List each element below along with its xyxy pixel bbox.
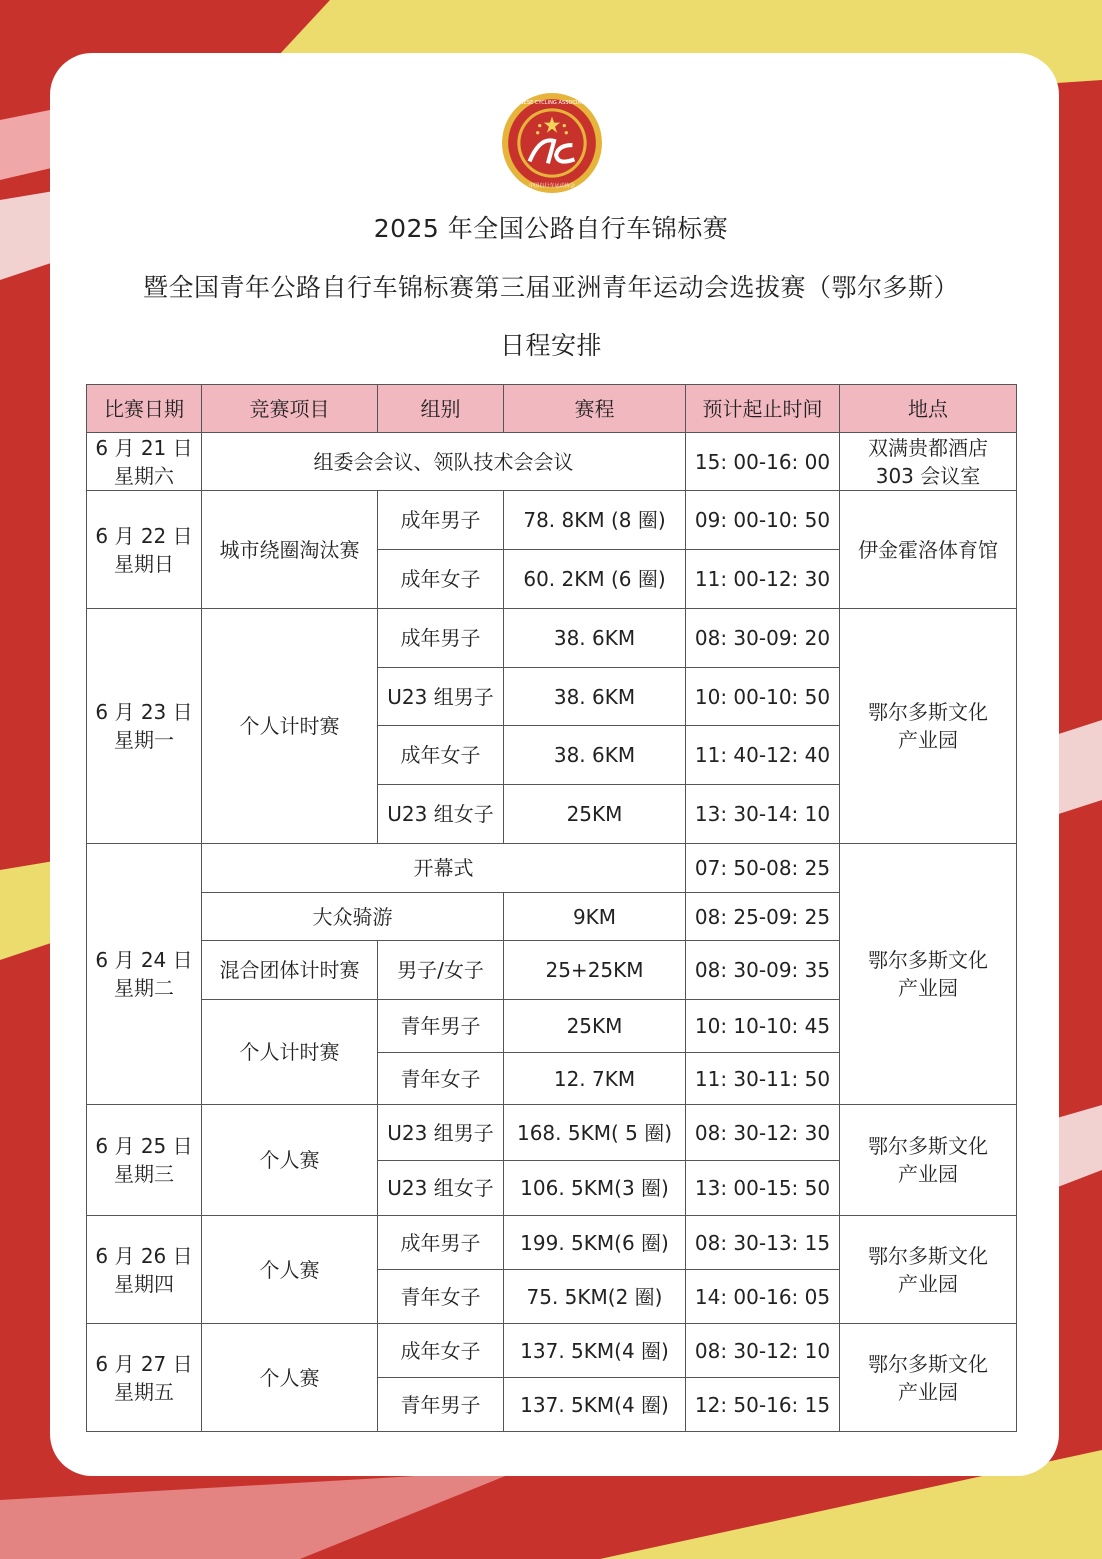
header-event: 竞赛项目 <box>202 385 378 433</box>
venue-line-2: 产业园 <box>898 1379 958 1404</box>
venue-cell: 伊金霍洛体育馆 <box>840 491 1017 609</box>
date-text: 6 月 24 日 <box>95 948 193 972</box>
table-row <box>87 609 1017 668</box>
course-cell: 168. 5KM( 5 圈) <box>504 1105 686 1161</box>
time-cell: 08: 30-09: 20 <box>686 609 840 668</box>
time-cell: 08: 30-12: 30 <box>686 1105 840 1161</box>
time-cell: 13: 30-14: 10 <box>686 785 840 844</box>
date-text: 6 月 25 日 <box>95 1134 193 1158</box>
date-cell <box>87 1216 202 1324</box>
course-cell: 25+25KM <box>504 941 686 1000</box>
venue-cell <box>840 844 1017 1105</box>
course-cell: 38. 6KM <box>504 726 686 785</box>
event-cell: 城市绕圈淘汰赛 <box>202 491 378 609</box>
table-row <box>87 1324 1017 1378</box>
time-cell: 11: 40-12: 40 <box>686 726 840 785</box>
event-cell: 组委会会议、领队技术会会议 <box>202 433 686 491</box>
time-cell: 11: 30-11: 50 <box>686 1053 840 1105</box>
venue-cell <box>840 609 1017 844</box>
header-date: 比赛日期 <box>87 385 202 433</box>
cycling-association-logo <box>501 92 603 194</box>
header-course: 赛程 <box>504 385 686 433</box>
table-row <box>87 1216 1017 1270</box>
date-cell <box>87 1324 202 1432</box>
event-cell: 大众骑游 <box>202 893 504 941</box>
title-line-1: 2025 年全国公路自行车锦标赛 <box>373 214 729 243</box>
group-cell: U23 组男子 <box>378 1105 504 1161</box>
course-cell: 12. 7KM <box>504 1053 686 1105</box>
course-cell: 137. 5KM(4 圈) <box>504 1378 686 1432</box>
logo-text-top: CHINESE CYCLING ASSOCIATION <box>510 100 594 107</box>
date-cell <box>87 491 202 609</box>
header-time: 预计起止时间 <box>686 385 840 433</box>
date-text: 6 月 26 日 <box>95 1243 193 1268</box>
group-cell: 男子/女子 <box>378 941 504 1000</box>
venue-line-2: 产业园 <box>898 1271 958 1296</box>
venue-line-1: 鄂尔多斯文化 <box>868 700 988 724</box>
time-cell: 08: 30-09: 35 <box>686 941 840 1000</box>
time-cell: 15: 00-16: 00 <box>686 433 840 491</box>
group-cell: U23 组女子 <box>378 1161 504 1216</box>
table-row <box>87 844 1017 893</box>
course-cell: 25KM <box>504 785 686 844</box>
group-cell: 青年男子 <box>378 1000 504 1053</box>
header-group: 组别 <box>378 385 504 433</box>
event-cell: 个人赛 <box>202 1105 378 1216</box>
weekday-text: 星期六 <box>114 463 174 488</box>
venue-line-1: 鄂尔多斯文化 <box>868 1134 988 1158</box>
group-cell: U23 组男子 <box>378 668 504 726</box>
group-cell: 青年女子 <box>378 1270 504 1324</box>
table-row <box>87 433 1017 491</box>
group-cell: 成年男子 <box>378 491 504 550</box>
time-cell: 10: 10-10: 45 <box>686 1000 840 1053</box>
group-cell: 成年女子 <box>378 550 504 609</box>
venue-cell <box>840 1105 1017 1216</box>
venue-line-1: 双满贵都酒店 <box>868 435 988 460</box>
weekday-text: 星期五 <box>114 1379 174 1404</box>
title-line-2: 暨全国青年公路自行车锦标赛第三届亚洲青年运动会选拔赛（鄂尔多斯） <box>142 273 959 302</box>
title-line-3: 日程安排 <box>499 331 602 360</box>
time-cell: 08: 30-13: 15 <box>686 1216 840 1270</box>
event-cell: 开幕式 <box>202 844 686 893</box>
time-cell: 08: 30-12: 10 <box>686 1324 840 1378</box>
course-cell: 9KM <box>504 893 686 941</box>
course-cell: 60. 2KM (6 圈) <box>504 550 686 609</box>
venue-cell <box>840 1216 1017 1324</box>
group-cell: 成年女子 <box>378 1324 504 1378</box>
group-cell: 成年男子 <box>378 609 504 668</box>
group-cell: 成年女子 <box>378 726 504 785</box>
event-cell: 个人赛 <box>202 1324 378 1432</box>
group-cell: U23 组女子 <box>378 785 504 844</box>
course-cell: 25KM <box>504 1000 686 1053</box>
event-cell: 混合团体计时赛 <box>202 941 378 1000</box>
logo-text-bottom: 中国自行车运动协会 <box>529 182 575 189</box>
schedule-table <box>86 384 1017 1432</box>
venue-line-2: 303 会议室 <box>875 463 981 488</box>
event-cell: 个人赛 <box>202 1216 378 1324</box>
time-cell: 11: 00-12: 30 <box>686 550 840 609</box>
time-cell: 08: 25-09: 25 <box>686 893 840 941</box>
course-cell: 137. 5KM(4 圈) <box>504 1324 686 1378</box>
weekday-text: 星期一 <box>114 728 174 752</box>
date-cell <box>87 609 202 844</box>
group-cell: 成年男子 <box>378 1216 504 1270</box>
venue-line-1: 鄂尔多斯文化 <box>868 1351 988 1376</box>
time-cell: 09: 00-10: 50 <box>686 491 840 550</box>
venue-line-2: 产业园 <box>898 976 958 1000</box>
course-cell: 106. 5KM(3 圈) <box>504 1161 686 1216</box>
table-header-row <box>87 385 1017 433</box>
course-cell: 38. 6KM <box>504 609 686 668</box>
weekday-text: 星期四 <box>114 1271 174 1296</box>
date-cell <box>87 1105 202 1216</box>
course-cell: 199. 5KM(6 圈) <box>504 1216 686 1270</box>
event-cell: 个人计时赛 <box>202 1000 378 1105</box>
header-venue: 地点 <box>840 385 1017 433</box>
time-cell: 07: 50-08: 25 <box>686 844 840 893</box>
time-cell: 13: 00-15: 50 <box>686 1161 840 1216</box>
venue-line-1: 鄂尔多斯文化 <box>868 948 988 972</box>
weekday-text: 星期三 <box>114 1162 174 1186</box>
date-text: 6 月 21 日 <box>95 435 193 460</box>
venue-cell <box>840 433 1017 491</box>
course-cell: 78. 8KM (8 圈) <box>504 491 686 550</box>
course-cell: 75. 5KM(2 圈) <box>504 1270 686 1324</box>
weekday-text: 星期二 <box>114 976 174 1000</box>
date-text: 6 月 22 日 <box>95 523 193 548</box>
time-cell: 10: 00-10: 50 <box>686 668 840 726</box>
group-cell: 青年男子 <box>378 1378 504 1432</box>
venue-line-2: 产业园 <box>898 1162 958 1186</box>
venue-line-2: 产业园 <box>898 728 958 752</box>
weekday-text: 星期日 <box>114 551 174 576</box>
venue-line-1: 鄂尔多斯文化 <box>868 1243 988 1268</box>
table-row <box>87 491 1017 550</box>
event-cell: 个人计时赛 <box>202 609 378 844</box>
time-cell: 12: 50-16: 15 <box>686 1378 840 1432</box>
group-cell: 青年女子 <box>378 1053 504 1105</box>
table-row <box>87 1105 1017 1161</box>
time-cell: 14: 00-16: 05 <box>686 1270 840 1324</box>
venue-cell <box>840 1324 1017 1432</box>
date-cell <box>87 433 202 491</box>
date-text: 6 月 23 日 <box>95 700 193 724</box>
course-cell: 38. 6KM <box>504 668 686 726</box>
date-text: 6 月 27 日 <box>95 1351 193 1376</box>
date-cell <box>87 844 202 1105</box>
